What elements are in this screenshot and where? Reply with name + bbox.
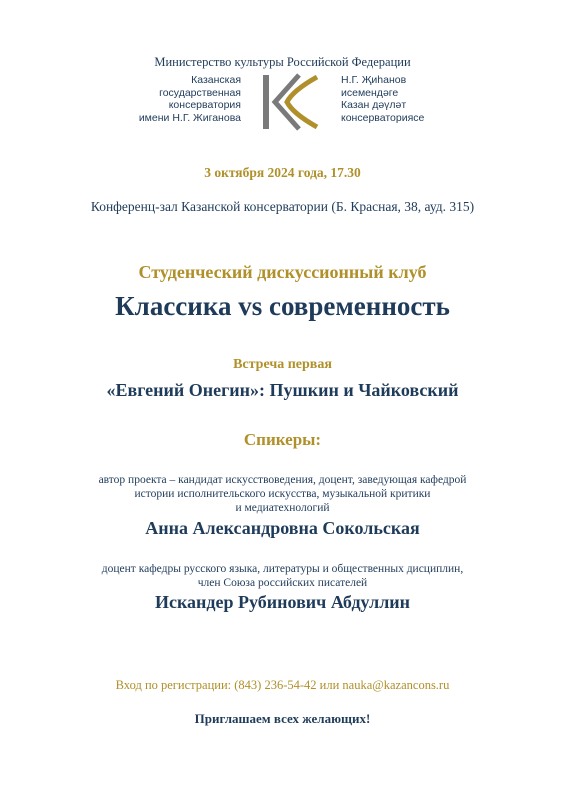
- meeting-label: Встреча первая: [233, 357, 332, 372]
- conservatory-logo-icon: [255, 72, 335, 132]
- logo-text-russian: Казанская государственная консерватория имени Н.Г. Жиганова: [138, 74, 241, 124]
- speaker-1-description: автор проекта – кандидат искусствоведения, доцент, заведующая кафедрой истории исполнительского искусства, музыкальной критики и медиатехнологий: [98, 474, 467, 514]
- speaker-2-description: доцент кафедры русского языка, литературы и общественных дисциплин, член Союза российских писателей: [101, 563, 464, 589]
- event-venue: Конференц-зал Казанской консерватории (Б. Красная, 38, ауд. 315): [90, 199, 475, 214]
- speaker-1-name: Анна Александровна Сокольская: [145, 518, 420, 538]
- logo-text-tatar: Н.Г. Җиһанов исемендәге Казан дәүләт консерваториясе: [341, 74, 425, 124]
- event-date: 3 октября 2024 года, 17.30: [204, 165, 361, 180]
- speaker-2-name: Искандер Рубинович Абдуллин: [154, 592, 411, 612]
- club-name: Студенческий дискуссионный клуб: [138, 262, 427, 282]
- registration-info: Вход по регистрации: (843) 236-54-42 или nauka@kazancons.ru: [115, 678, 450, 692]
- header-logo-block: [0, 72, 565, 132]
- meeting-title: «Евгений Онегин»: Пушкин и Чайковский: [106, 380, 459, 400]
- event-title: Классика vs современность: [115, 291, 450, 321]
- speakers-heading: Спикеры:: [243, 430, 322, 449]
- ministry-name: Министерство культуры Российской Федерации: [154, 55, 411, 69]
- invitation-text: Приглашаем всех желающих!: [194, 711, 371, 726]
